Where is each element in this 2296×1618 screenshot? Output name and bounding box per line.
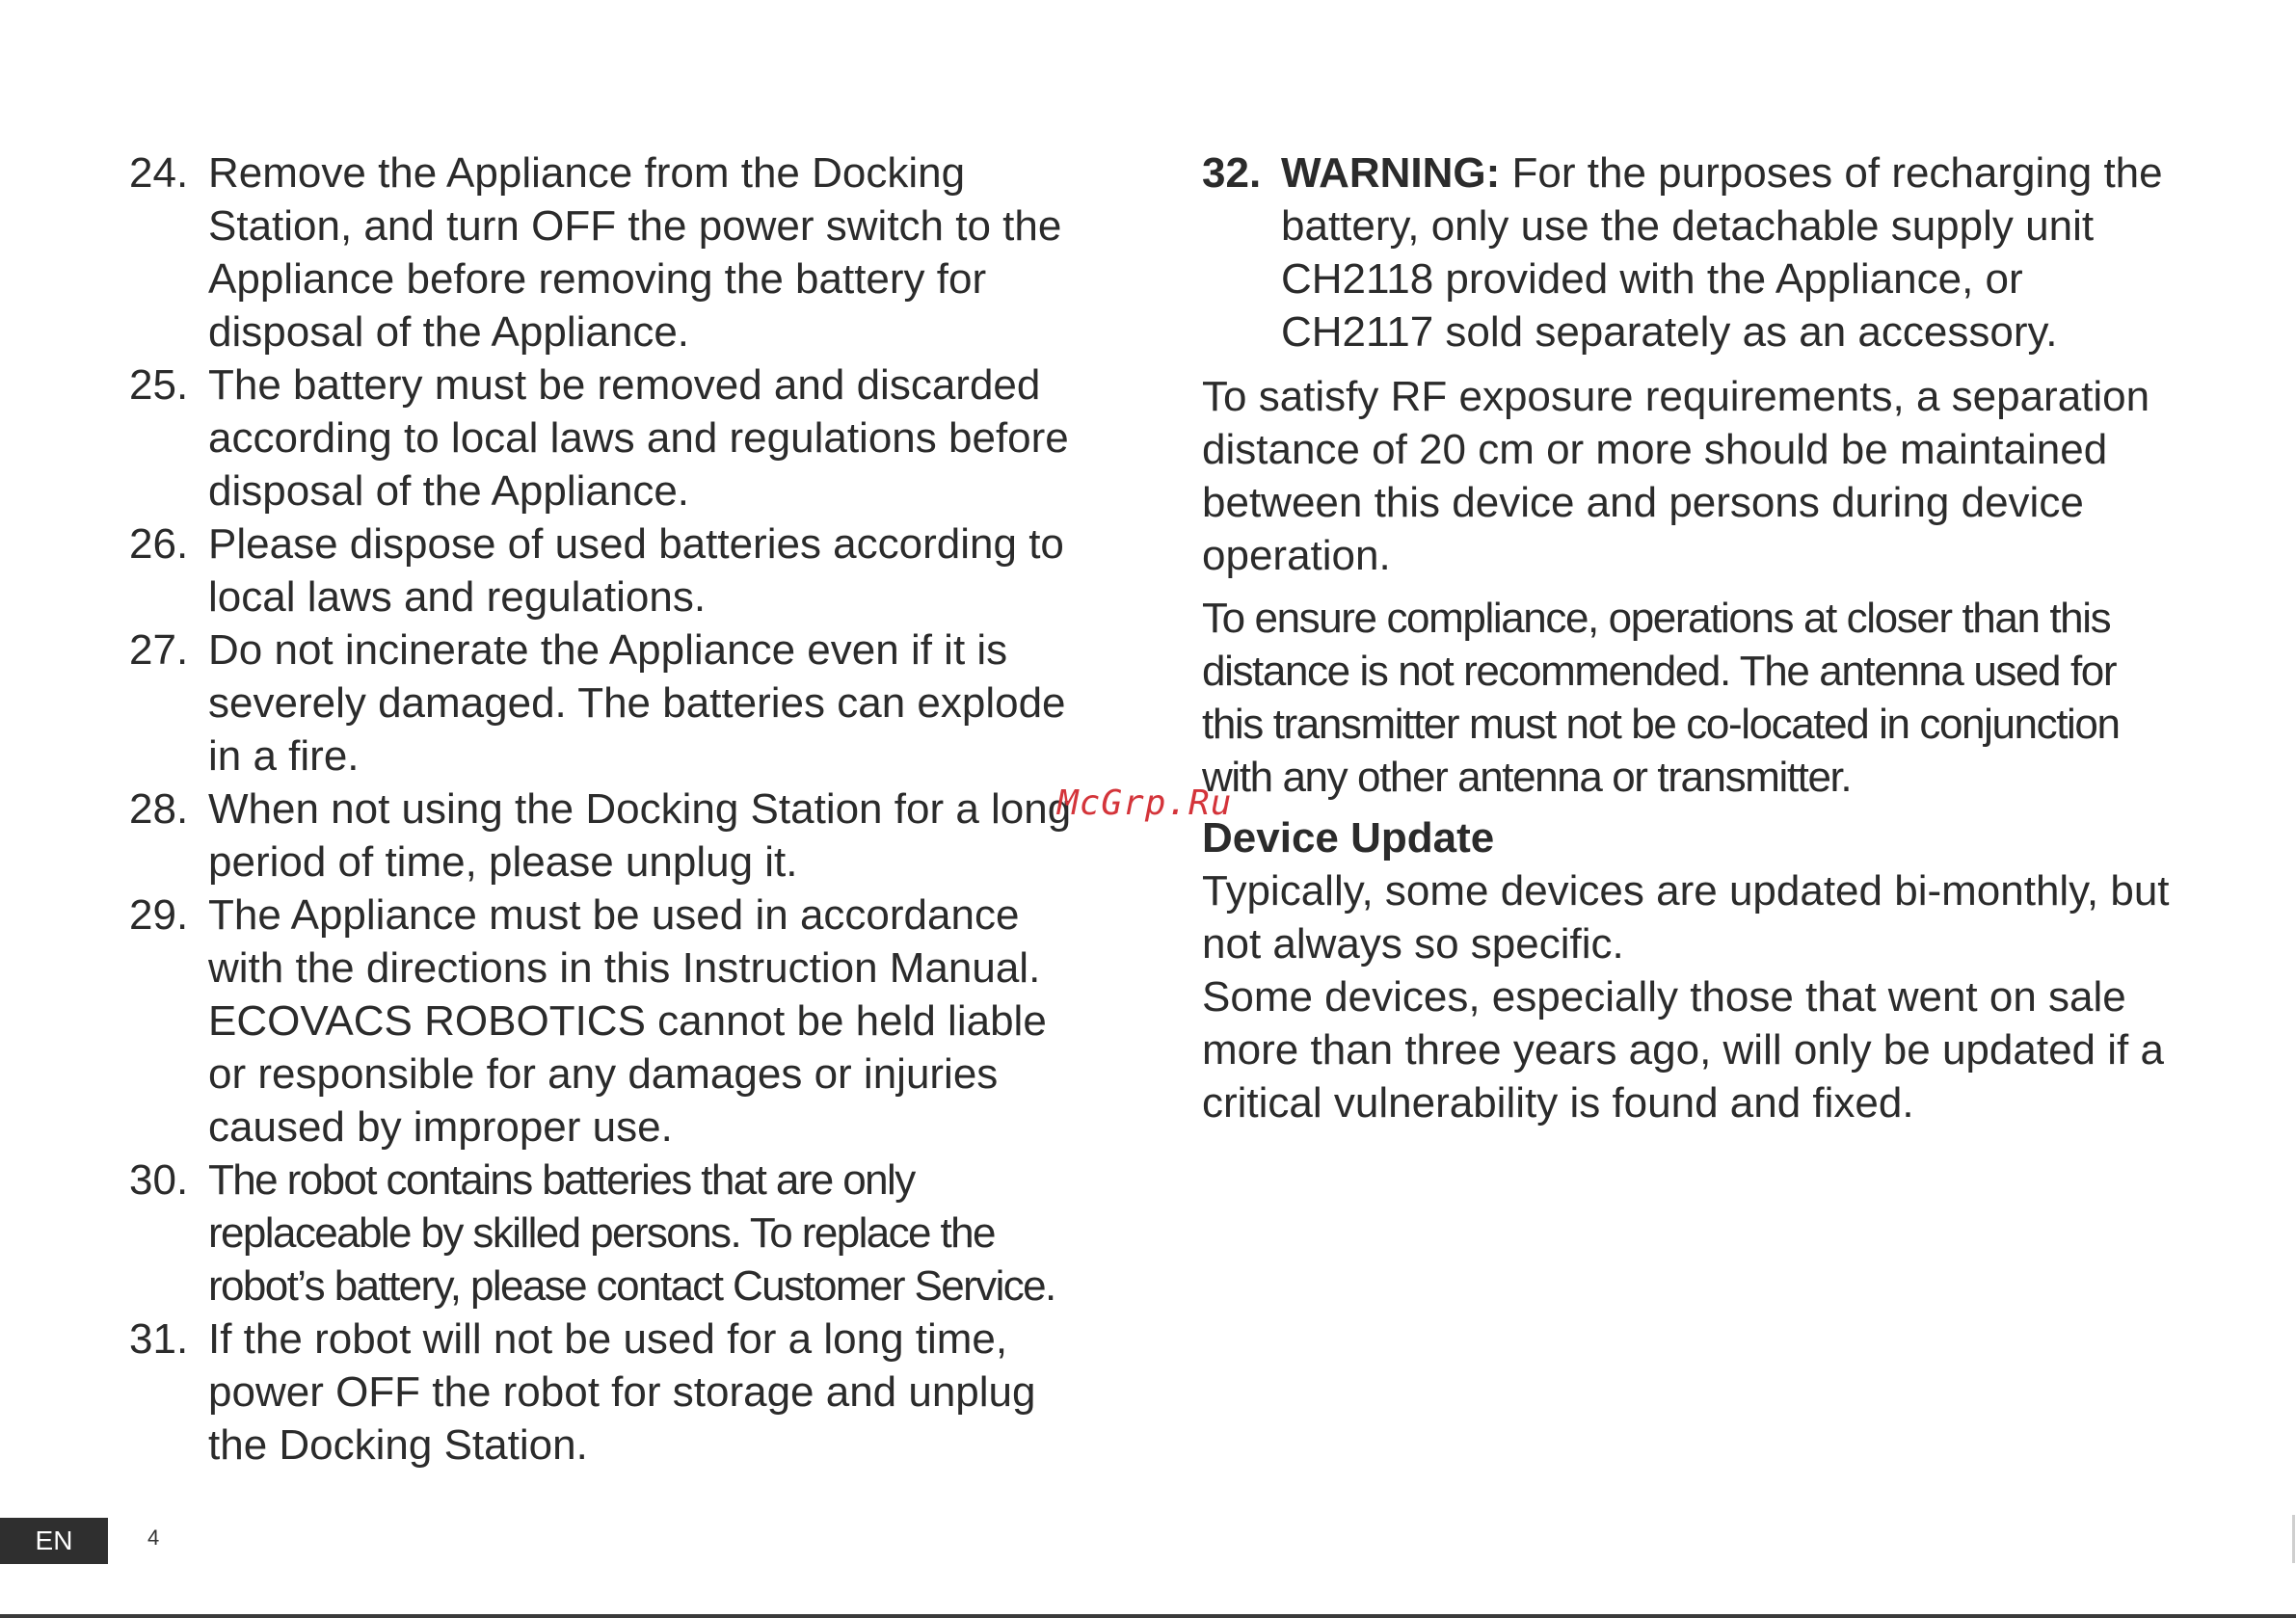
page-number: 4	[147, 1525, 160, 1550]
device-update-heading: Device Update	[1202, 814, 1495, 862]
item-text: If the robot will not be used for a long time, power OFF the robot for storage and unplug the Docking Station.	[208, 1315, 1036, 1469]
item-number: 28.	[129, 785, 189, 833]
item-number: 30.	[129, 1156, 189, 1204]
warning-item	[1202, 146, 2185, 358]
list-item	[129, 1313, 1093, 1472]
language-badge: EN	[0, 1518, 108, 1564]
item-number: 24.	[129, 149, 189, 197]
item-number: 31.	[129, 1315, 189, 1363]
bottom-divider	[0, 1614, 2296, 1618]
device-update-paragraph-1: Typically, some devices are updated bi-monthly, but not always so specific.	[1202, 867, 2170, 968]
item-text: The battery must be removed and discarded according to local laws and regulations before disposal of the Appliance.	[208, 361, 1069, 515]
item-text	[1281, 146, 2185, 358]
list-item	[129, 1154, 1093, 1313]
warning-label: WARNING:	[1281, 149, 1501, 197]
item-text: Remove the Appliance from the Docking Station, and turn OFF the power switch to the Appliance before removing the battery for disposal of the Appliance.	[208, 149, 1062, 356]
list-item	[129, 517, 1093, 623]
item-number: 27.	[129, 626, 189, 674]
item-number: 32.	[1202, 149, 1262, 197]
item-text: When not using the Docking Station for a long period of time, please unplug it.	[208, 785, 1072, 886]
device-update-paragraph-2: Some devices, especially those that went on sale more than three years ago, will only be updated if a critical vulnerability is found and fixed.	[1202, 973, 2164, 1127]
list-item	[129, 782, 1093, 889]
list-item	[129, 889, 1093, 1154]
list-item	[129, 358, 1093, 517]
rf-exposure-paragraph: To satisfy RF exposure requirements, a separation distance of 20 cm or more should be maintained between this device and persons during device operation.	[1202, 373, 2150, 579]
item-number: 29.	[129, 891, 189, 939]
watermark: McGrp.Ru	[1057, 783, 1233, 823]
warning-text: For the purposes of recharging the battery, only use the detachable supply unit CH2118 provided with the Appliance, or CH2117 sold separately as an accessory.	[1281, 149, 2163, 356]
compliance-paragraph: To ensure compliance, operations at closer than this distance is not recommended. The antenna used for this transmitter must not be co-located in conjunction with any other antenna or transmitter.	[1202, 595, 2120, 801]
item-text: The robot contains batteries that are only replaceable by skilled persons. To replace the robot’s battery, please contact Customer Service.	[208, 1156, 1055, 1310]
item-number: 26.	[129, 520, 189, 568]
item-number: 25.	[129, 361, 189, 409]
item-text: Please dispose of used batteries according to local laws and regulations.	[208, 520, 1064, 621]
page-edge-mark	[2292, 1515, 2295, 1563]
item-text: Do not incinerate the Appliance even if it is severely damaged. The batteries can explode in a fire.	[208, 626, 1066, 780]
list-item	[129, 623, 1093, 782]
safety-list-left	[129, 146, 1093, 1472]
list-item	[129, 146, 1093, 358]
right-column	[1202, 146, 2185, 1129]
item-text: The Appliance must be used in accordance with the directions in this Instruction Manual. ECOVACS ROBOTICS cannot be held liable or responsible for any damages or injuries caused by improper use.	[208, 891, 1047, 1151]
